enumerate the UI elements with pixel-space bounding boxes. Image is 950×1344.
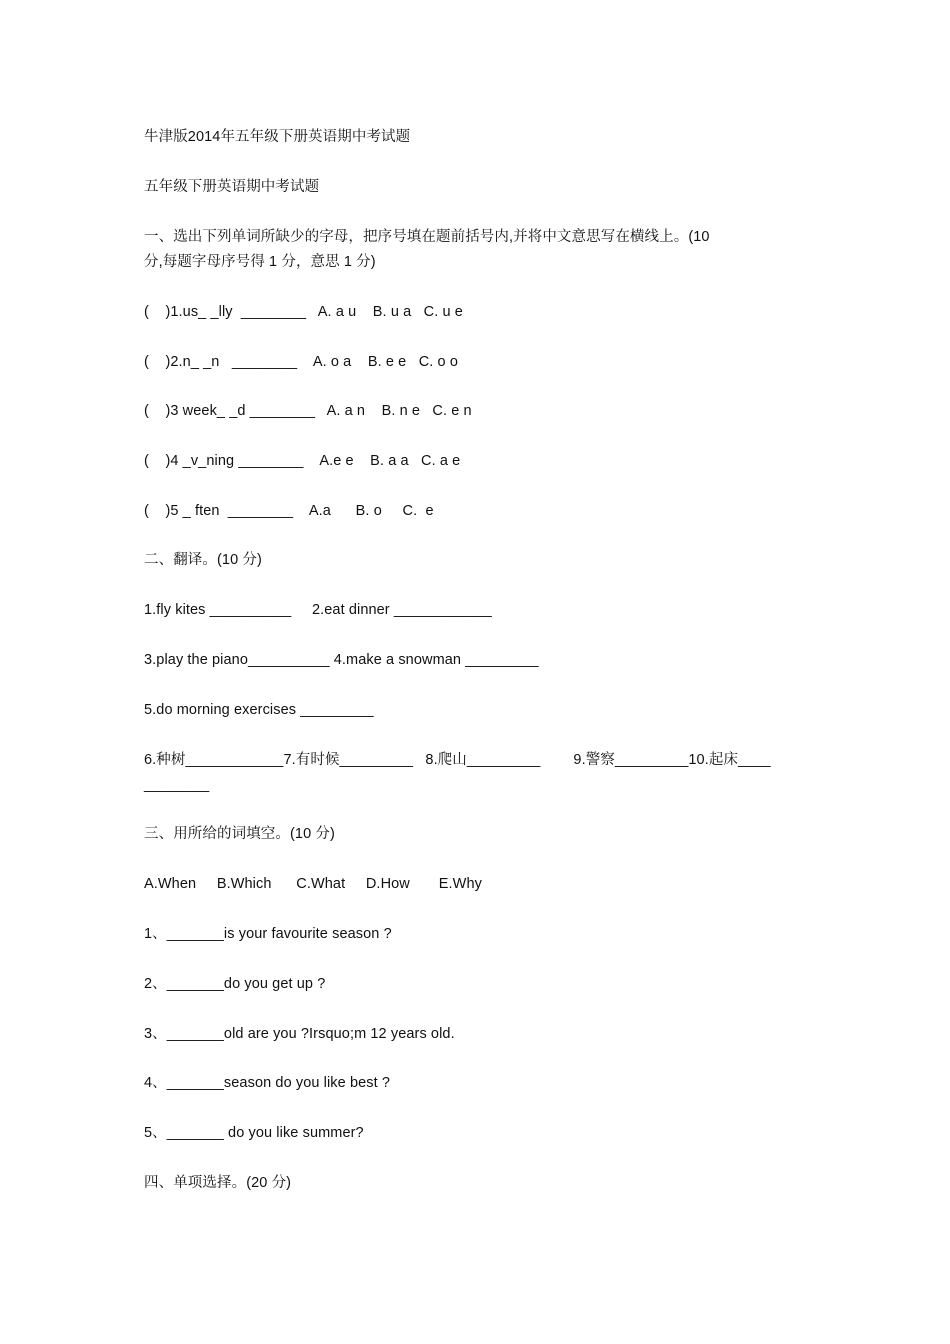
section2-item-cont: ________ bbox=[144, 777, 210, 793]
section2-heading: 二、翻译。(10 分) bbox=[144, 552, 262, 568]
section1-item: ( )4 _v_ning ________ A.e e B. a a C. a e bbox=[144, 453, 461, 469]
section1-heading: 一、选出下列单词所缺少的字母，把序号填在题前括号内,并将中文意思写在横线上。(10 bbox=[144, 229, 710, 245]
document-title: 牛津版2014年五年级下册英语期中考试题 bbox=[144, 129, 411, 145]
section2-item: 1.fly kites __________ 2.eat dinner ____________ bbox=[144, 602, 492, 618]
section3-item: 5、_______ do you like summer? bbox=[144, 1125, 364, 1141]
section2-item: 6.种树____________7.有时候_________ 8.爬山_________ 9.警察_________10.起床____ bbox=[144, 752, 771, 768]
section4-heading: 四、单项选择。(20 分) bbox=[144, 1175, 292, 1191]
section1-item: ( )5 _ ften ________ A.a B. o C. e bbox=[144, 503, 434, 519]
section1-heading-cont: 分,每题字母序号得 1 分，意思 1 分) bbox=[144, 254, 376, 270]
section3-item: 4、_______season do you like best ? bbox=[144, 1075, 391, 1091]
section2-item: 3.play the piano__________ 4.make a snowman _________ bbox=[144, 652, 539, 668]
section3-item: 2、_______do you get up ? bbox=[144, 976, 326, 992]
document-subtitle: 五年级下册英语期中考试题 bbox=[144, 179, 320, 195]
section1-item: ( )1.us_ _lly ________ A. a u B. u a C. u e bbox=[144, 304, 463, 320]
section3-item: 1、_______is your favourite season ? bbox=[144, 926, 392, 942]
section3-heading: 三、用所给的词填空。(10 分) bbox=[144, 826, 335, 842]
section3-options: A.When B.Which C.What D.How E.Why bbox=[144, 876, 482, 892]
section3-item: 3、_______old are you ?Irsquo;m 12 years old. bbox=[144, 1026, 455, 1042]
section2-item: 5.do morning exercises _________ bbox=[144, 702, 374, 718]
section1-item: ( )2.n_ _n ________ A. o a B. e e C. o o bbox=[144, 354, 459, 370]
section1-item: ( )3 week_ _d ________ A. a n B. n e C. e n bbox=[144, 403, 472, 419]
